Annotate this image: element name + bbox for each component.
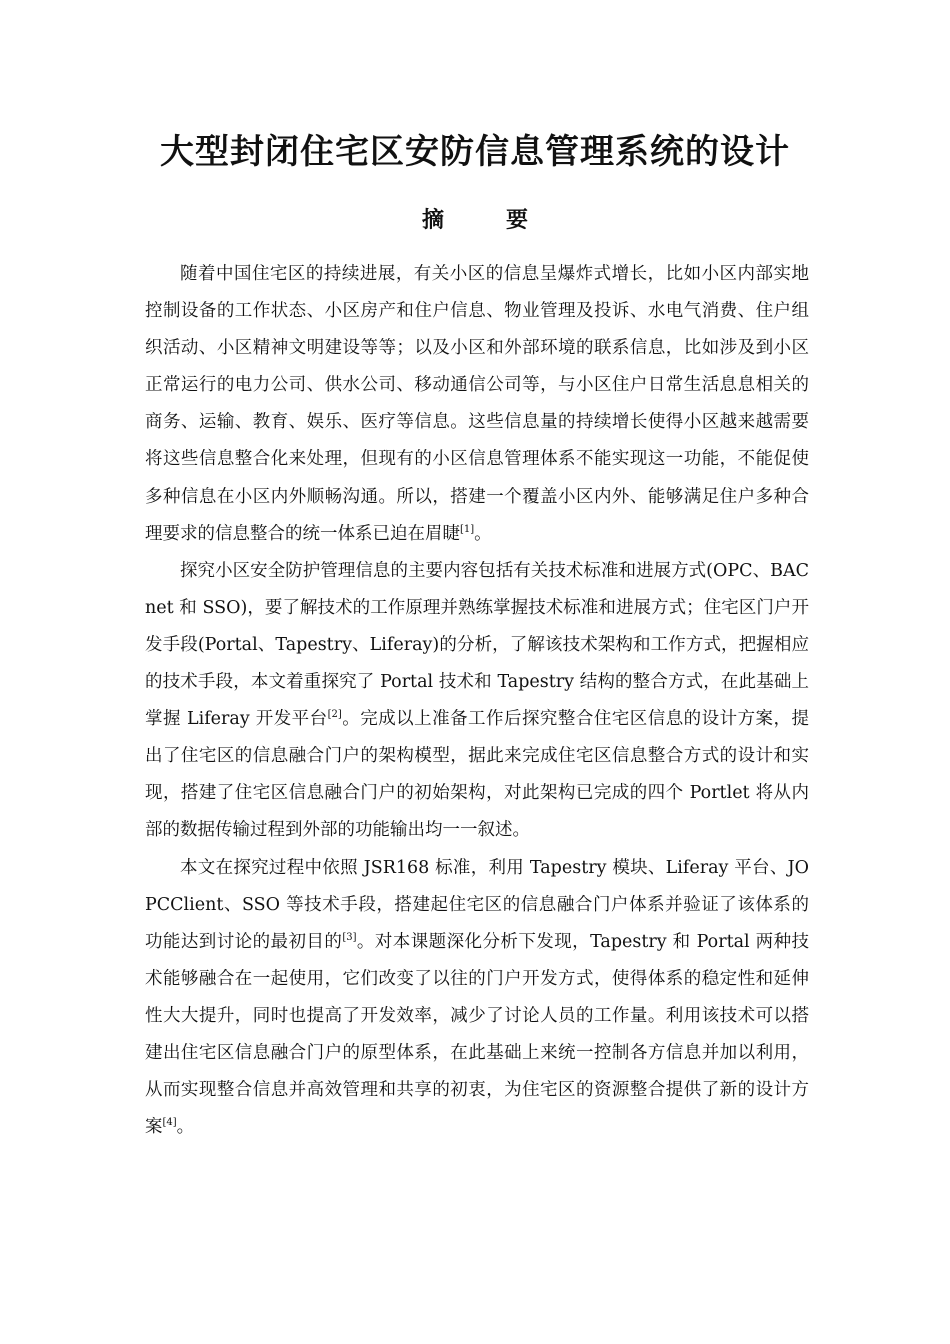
- abstract-paragraph-2: [145, 553, 809, 850]
- page-title: 大型封闭住宅区安防信息管理系统的设计: [160, 132, 790, 172]
- citation-marker: [1]: [460, 523, 475, 535]
- paragraph-text: 随着中国住宅区的持续进展，有关小区的信息呈爆炸式增长，比如小区内部实地控制设备的工作状态、小区房产和住户信息、物业管理及投诉、水电气消费、住户组织活动、小区精神文明建设等等；以及小区和外部环境的联系信息，比如涉及到小区正常运行的电力公司、供水公司、移动通信公司等，与小区住户日常生活息息相关的商务、运输、教育、娱乐、医疗等信息。这些信息量的持续增长使得小区越来越需要将这些信息整合化来处理，但现有的小区信息管理体系不能实现这一功能，不能促使多种信息在小区内外顺畅沟通。所以，搭建一个覆盖小区内外、能够满足住户多种合理要求的信息整合的统一体系已迫在眉睫: [145, 264, 809, 544]
- abstract-heading-char-1: 摘: [421, 207, 444, 233]
- paragraph-text: 本文在探究过程中依照 JSR168 标准，利用 Tapestry 模块、Liferay 平台、JOPCClient、SSO 等技术手段，搭建起住宅区的信息融合门户体系并验证了该体系的功能达到讨论的最初目的: [145, 857, 809, 952]
- abstract-paragraph-1: [145, 256, 809, 553]
- citation-marker: [2]: [327, 709, 342, 721]
- abstract-body: [145, 256, 809, 1146]
- citation-marker: [4]: [162, 1117, 177, 1129]
- paragraph-text: 。完成以上准备工作后探究整合住宅区信息的设计方案，提出了住宅区的信息融合门户的架构模型，据此来完成住宅区信息整合方式的设计和实现，搭建了住宅区信息融合门户的初始架构，对此架构已完成的四个 Portlet 将从内部的数据传输过程到外部的功能输出均一一叙述。: [145, 709, 809, 841]
- abstract-heading: [0, 202, 950, 238]
- citation-marker: [3]: [342, 931, 357, 943]
- paragraph-text: 。: [474, 523, 492, 544]
- paragraph-text: 探究小区安全防护管理信息的主要内容包括有关技术标准和进展方式(OPC、BACnet 和 SSO)，要了解技术的工作原理并熟练掌握技术标准和进展方式；住宅区门户开发手段(Portal、Tapestry、Liferay)的分析，了解该技术架构和工作方式，把握相应的技术手段，本文着重探究了 Portal 技术和 Tapestry 结构的整合方式，在此基础上掌握 Liferay 开发平台: [145, 560, 809, 730]
- paragraph-text: 。: [176, 1117, 195, 1138]
- paragraph-text: 。对本课题深化分析下发现，Tapestry 和 Portal 两种技术能够融合在一起使用，它们改变了以往的门户开发方式，使得体系的稳定性和延伸性大大提升，同时也提高了开发效率，减少了讨论人员的工作量。利用该技术可以搭建出住宅区信息融合门户的原型体系，在此基础上来统一控制各方信息并加以利用，从而实现整合信息并高效管理和共享的初衷，为住宅区的资源整合提供了新的设计方案: [145, 931, 810, 1138]
- abstract-heading-char-2: 要: [506, 207, 529, 233]
- abstract-paragraph-3: [145, 850, 809, 1147]
